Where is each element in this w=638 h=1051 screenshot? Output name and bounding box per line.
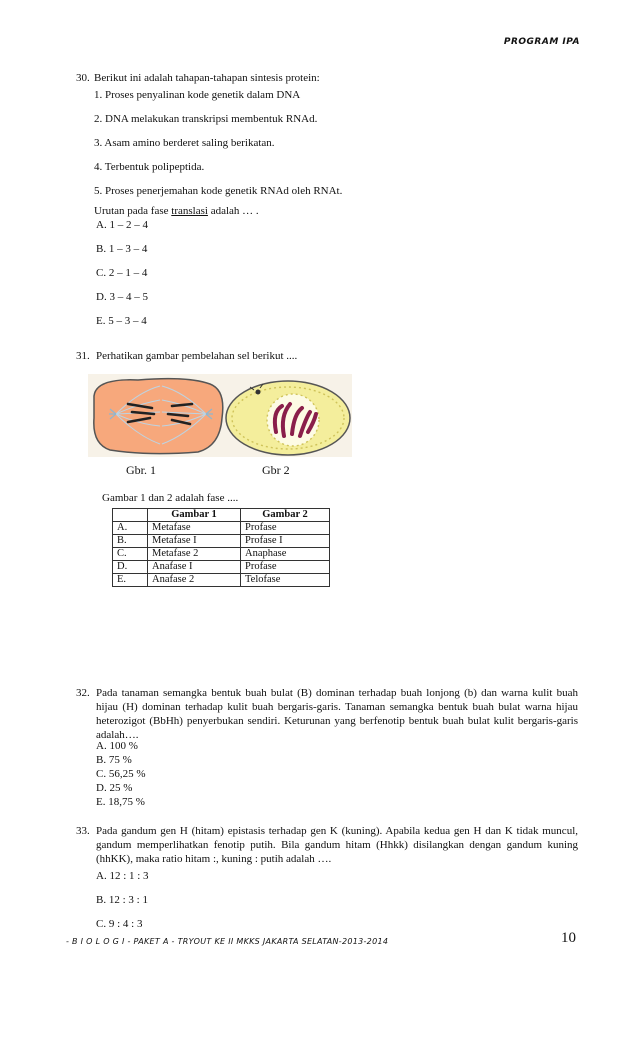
q33-option-a: A. 12 : 1 : 3 bbox=[96, 870, 149, 882]
q33-stem: Pada gandum gen H (hitam) epistasis terhadap gen K (kuning). Apabila kedua gen H dan K tidak muncul, gandum memperlihatkan fenotip putih. Bila gandum hitam (Hhkk) disilangkan dengan gandum kuning (hhKK), maka ratio hitam :, kuning : putih adalah …. bbox=[96, 825, 578, 865]
table-header-cell bbox=[113, 509, 148, 522]
q30-option-e: E. 5 – 3 – 4 bbox=[96, 315, 147, 327]
program-header: PROGRAM IPA bbox=[503, 37, 580, 47]
page-number: 10 bbox=[561, 930, 576, 946]
q33-number: 33. bbox=[76, 825, 90, 837]
table-cell: Metafase 2 bbox=[148, 548, 241, 561]
q30-option-d: D. 3 – 4 – 5 bbox=[96, 291, 148, 303]
q30-question bbox=[94, 205, 259, 218]
q30-step-2: 2. DNA melakukan transkripsi membentuk RNAd. bbox=[94, 113, 318, 125]
table-cell: Anafase I bbox=[148, 561, 241, 574]
q30-stem: Berikut ini adalah tahapan-tahapan sintesis protein: bbox=[94, 72, 320, 84]
q30-option-b: B. 1 – 3 – 4 bbox=[96, 243, 148, 255]
table-cell: Profase I bbox=[241, 535, 330, 548]
table-cell: Profase bbox=[241, 561, 330, 574]
q30-question-underlined: translasi bbox=[171, 205, 208, 217]
q30-question-post: adalah … . bbox=[207, 205, 259, 217]
q32-option-d: D. 25 % bbox=[96, 782, 133, 794]
q32-option-a: A. 100 % bbox=[96, 740, 138, 752]
q30-step-5: 5. Proses penerjemahan kode genetik RNAd oleh RNAt. bbox=[94, 185, 343, 197]
table-cell: D. bbox=[113, 561, 148, 574]
cell-division-image bbox=[88, 374, 352, 457]
table-header-row bbox=[113, 509, 330, 522]
table-row bbox=[113, 522, 330, 535]
q30-question-pre: Urutan pada fase bbox=[94, 205, 172, 217]
q30-option-a: A. 1 – 2 – 4 bbox=[96, 219, 148, 231]
table-header-cell: Gambar 1 bbox=[148, 509, 241, 522]
q32-option-c: C. 56,25 % bbox=[96, 768, 146, 780]
table-cell: B. bbox=[113, 535, 148, 548]
q30-option-c: C. 2 – 1 – 4 bbox=[96, 267, 148, 279]
figure-2-caption: Gbr 2 bbox=[262, 463, 290, 477]
table-cell: Telofase bbox=[241, 574, 330, 587]
figure-1-caption: Gbr. 1 bbox=[126, 463, 156, 477]
table-row bbox=[113, 535, 330, 548]
q30-step-4: 4. Terbentuk polipeptida. bbox=[94, 161, 205, 173]
table-row bbox=[113, 548, 330, 561]
table-cell: Anafase 2 bbox=[148, 574, 241, 587]
table-cell: C. bbox=[113, 548, 148, 561]
q32-option-b: B. 75 % bbox=[96, 754, 132, 766]
q31-question: Gambar 1 dan 2 adalah fase .... bbox=[102, 492, 239, 504]
q31-number: 31. bbox=[76, 350, 90, 362]
table-row bbox=[113, 561, 330, 574]
q31-answer-table bbox=[112, 508, 330, 587]
table-cell: A. bbox=[113, 522, 148, 535]
table-cell: Metafase I bbox=[148, 535, 241, 548]
q30-step-1: 1. Proses penyalinan kode genetik dalam DNA bbox=[94, 89, 301, 101]
q30-number: 30. bbox=[76, 72, 90, 84]
q33-option-c: C. 9 : 4 : 3 bbox=[96, 918, 143, 930]
page-footer: - B I O L O G I - PAKET A - TRYOUT KE II MKKS JAKARTA SELATAN-2013-2014 bbox=[66, 937, 389, 946]
table-cell: Metafase bbox=[148, 522, 241, 535]
q30-step-3: 3. Asam amino berderet saling berikatan. bbox=[94, 137, 275, 149]
table-header-cell: Gambar 2 bbox=[241, 509, 330, 522]
q31-stem: Perhatikan gambar pembelahan sel berikut .... bbox=[96, 350, 298, 362]
table-row bbox=[113, 574, 330, 587]
q32-option-e: E. 18,75 % bbox=[96, 796, 145, 808]
table-cell: Profase bbox=[241, 522, 330, 535]
q32-stem: Pada tanaman semangka bentuk buah bulat (B) dominan terhadap buah lonjong (b) dan warna kulit buah hijau (H) dominan terhadap kulit buah bergaris-garis. Tanaman semangka bentuk buah bulat warna hijau heterozigot (BbHh) penyerbukan sendiri. Keturunan yang berfenotip bentuk buah bulat kulit bergaris-garis adalah…. bbox=[96, 687, 578, 741]
table-cell: Anaphase bbox=[241, 548, 330, 561]
cell-division-figure bbox=[88, 374, 352, 457]
q32-number: 32. bbox=[76, 687, 90, 699]
q33-option-b: B. 12 : 3 : 1 bbox=[96, 894, 148, 906]
table-cell: E. bbox=[113, 574, 148, 587]
